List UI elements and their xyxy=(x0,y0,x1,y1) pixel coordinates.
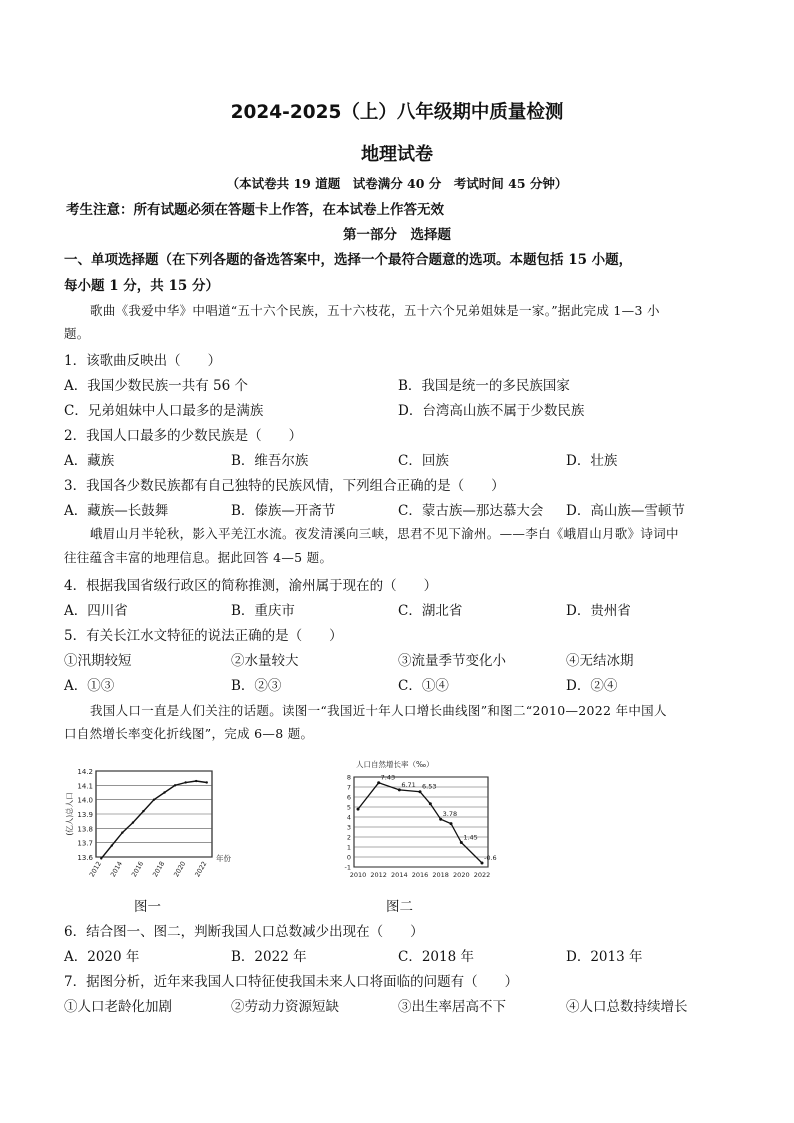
y-tick-label: 8 xyxy=(346,773,351,782)
passage-3-line1: 我国人口一直是人们关注的话题。读图一“我国近十年人口增长曲线图”和图二“2010—2022 年中国人 xyxy=(90,703,667,718)
figure-2-growth-rate-chart xyxy=(338,755,530,895)
y-tick-label: -1 xyxy=(344,863,351,872)
x-tick-label: 2018 xyxy=(432,871,449,879)
exam-subtitle: 地理试卷 xyxy=(361,144,433,165)
data-point xyxy=(121,831,123,833)
q3-option-a: A．藏族—长鼓舞 xyxy=(64,503,169,519)
q4-stem: 4．根据我国省级行政区的简称推测，渝州属于现在的（ ） xyxy=(64,578,438,594)
x-tick-label: 2014 xyxy=(391,871,408,879)
q6-option-c: C．2018 年 xyxy=(398,949,474,965)
q5-item-2: ②水量较大 xyxy=(231,653,299,669)
q2-option-a: A．藏族 xyxy=(64,453,115,469)
y-tick-label: 1 xyxy=(346,843,351,852)
q1-option-a: A．我国少数民族一共有 56 个 xyxy=(64,378,249,394)
population-line xyxy=(101,781,206,858)
data-label: 6.53 xyxy=(422,782,437,791)
y-tick-label: 0 xyxy=(346,853,351,862)
figure-2-caption: 图二 xyxy=(386,899,413,915)
x-tick-label: 2016 xyxy=(129,860,146,879)
y-axis-label: (亿人)总人口 xyxy=(65,792,74,836)
y-tick-label: 5 xyxy=(346,803,351,812)
q6-option-d: D．2013 年 xyxy=(566,949,643,965)
q3-option-b: B．傣族—开斋节 xyxy=(231,503,336,519)
q2-stem: 2．我国人口最多的少数民族是（ ） xyxy=(64,428,303,444)
y-tick-label: 14.1 xyxy=(77,782,93,791)
q7-item-3: ③出生率居高不下 xyxy=(398,999,506,1015)
exam-info: （本试卷共 19 道题 试卷满分 40 分 考试时间 45 分钟） xyxy=(226,176,568,191)
q2-option-c: C．回族 xyxy=(398,453,449,469)
q6-option-a: A．2020 年 xyxy=(64,949,140,965)
data-label: 3.78 xyxy=(442,810,458,819)
q1-option-d: D．台湾高山族不属于少数民族 xyxy=(398,403,585,419)
figure-1-caption: 图一 xyxy=(134,899,161,915)
data-label: -0.6 xyxy=(484,854,497,862)
section-heading: 第一部分 选择题 xyxy=(343,227,451,243)
x-tick-label: 2012 xyxy=(87,860,104,879)
passage-1-line1: 歌曲《我爱中华》中唱道“五十六个民族，五十六枝花，五十六个兄弟姐妹是一家。”据此完成 1—3 小 xyxy=(90,303,660,318)
y-tick-label: 2 xyxy=(346,833,351,842)
exam-title: 2024-2025（上）八年级期中质量检测 xyxy=(230,102,564,123)
q4-option-d: D．贵州省 xyxy=(566,603,631,619)
q7-item-4: ④人口总数持续增长 xyxy=(566,999,688,1015)
data-point xyxy=(100,857,102,859)
plot-frame xyxy=(354,777,488,867)
x-tick-label: 2022 xyxy=(473,871,491,879)
data-point xyxy=(111,844,113,846)
q5-option-b: B．②③ xyxy=(231,678,282,694)
q3-option-d: D．高山族—雪顿节 xyxy=(566,503,685,519)
y-tick-label: 13.9 xyxy=(77,811,93,819)
q4-option-c: C．湖北省 xyxy=(398,603,463,619)
q1-option-b: B．我国是统一的多民族国家 xyxy=(398,378,570,394)
data-point xyxy=(357,808,360,811)
q5-item-3: ③流量季节变化小 xyxy=(398,653,506,669)
q1-stem: 1．该歌曲反映出（ ） xyxy=(64,353,222,369)
exam-notice: 考生注意：所有试题必须在答题卡上作答，在本试卷上作答无效 xyxy=(66,202,444,218)
y-tick-label: 4 xyxy=(346,813,351,822)
y-tick-label: 13.6 xyxy=(77,854,93,862)
y-tick-label: 3 xyxy=(346,823,351,832)
q4-option-a: A．四川省 xyxy=(64,603,128,619)
q4-option-b: B．重庆市 xyxy=(231,603,295,619)
data-point xyxy=(206,781,208,783)
x-tick-label: 2016 xyxy=(411,871,429,879)
y-tick-label: 7 xyxy=(346,783,351,792)
x-tick-label: 2020 xyxy=(172,860,188,879)
data-label: 1.45 xyxy=(463,833,478,842)
q7-stem: 7．据图分析，近年来我国人口特征使我国未来人口将面临的问题有（ ） xyxy=(64,974,519,990)
y-axis-label: 人口自然增长率（‰） xyxy=(356,760,434,769)
q5-stem: 5．有关长江水文特征的说法正确的是（ ） xyxy=(64,628,343,644)
data-point xyxy=(174,784,176,786)
q2-option-b: B．维吾尔族 xyxy=(231,453,309,469)
q5-item-1: ①汛期较短 xyxy=(64,653,132,669)
q7-item-1: ①人口老龄化加剧 xyxy=(64,999,172,1015)
q5-item-4: ④无结冰期 xyxy=(566,653,634,669)
y-tick-label: 6 xyxy=(346,793,351,802)
part-title-line2: 每小题 1 分，共 15 分） xyxy=(64,278,219,294)
q1-option-c: C．兄弟姐妹中人口最多的是满族 xyxy=(64,403,264,419)
data-point xyxy=(153,798,155,800)
y-tick-label: 13.8 xyxy=(77,825,93,834)
q5-option-c: C．①④ xyxy=(398,678,449,694)
data-point xyxy=(184,781,186,783)
y-tick-label: 14.2 xyxy=(77,768,93,776)
q3-stem: 3．我国各少数民族都有自己独特的民族风情，下列组合正确的是（ ） xyxy=(64,478,505,494)
x-tick-label: 2010 xyxy=(349,871,367,879)
data-point xyxy=(132,821,134,823)
q3-option-c: C．蒙古族—那达慕大会 xyxy=(398,503,544,519)
q5-option-a: A．①③ xyxy=(64,678,115,694)
data-label: 7.43 xyxy=(380,773,396,782)
data-point xyxy=(163,791,165,793)
part-title-line1: 一、单项选择题（在下列各题的备选答案中，选择一个最符合题意的选项。本题包括 15 小题， xyxy=(64,252,633,268)
figure-1-population-chart xyxy=(60,755,230,895)
data-point xyxy=(195,780,197,782)
q5-option-d: D．②④ xyxy=(566,678,618,694)
x-axis-label: 年份 xyxy=(216,854,231,863)
data-label: 6.71 xyxy=(401,780,416,789)
y-tick-label: 13.7 xyxy=(77,839,93,848)
q7-item-2: ②劳动力资源短缺 xyxy=(231,999,339,1015)
x-tick-label: 2022 xyxy=(193,860,209,879)
passage-3-line2: 口自然增长率变化折线图”，完成 6—8 题。 xyxy=(64,726,314,741)
data-point xyxy=(142,810,144,812)
q2-option-d: D．壮族 xyxy=(566,453,618,469)
q6-stem: 6．结合图一、图二，判断我国人口总数减少出现在（ ） xyxy=(64,924,424,940)
passage-2-line1: 峨眉山月半轮秋，影入平羌江水流。夜发清溪向三峡，思君不见下渝州。——李白《峨眉山月歌》诗词中 xyxy=(90,526,679,541)
x-tick-label: 2012 xyxy=(370,871,387,879)
data-point xyxy=(450,822,453,825)
passage-2-line2: 往往蕴含丰富的地理信息。据此回答 4—5 题。 xyxy=(64,550,333,565)
y-tick-label: 14.0 xyxy=(77,796,93,805)
passage-1-line2: 题。 xyxy=(64,326,90,341)
q6-option-b: B．2022 年 xyxy=(231,949,307,965)
data-point xyxy=(429,802,432,805)
growth-rate-line xyxy=(358,780,482,863)
x-tick-label: 2014 xyxy=(108,860,125,879)
x-tick-label: 2020 xyxy=(453,871,470,879)
x-tick-label: 2018 xyxy=(151,860,167,879)
